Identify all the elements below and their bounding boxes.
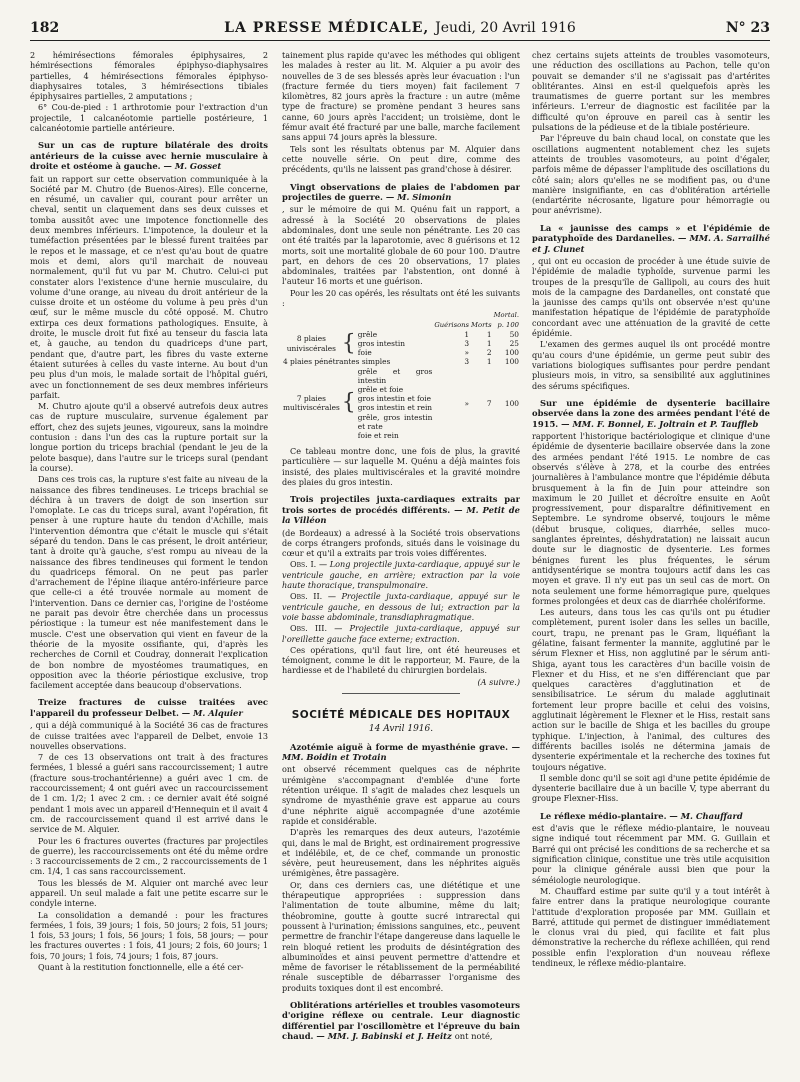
paragraph: Ce tableau montre donc, une fois de plus, la gravité particulière — sur laquelle M. Quénu a déjà maintes fois insisté, des plaies multiviscérales et la gravité moindre des plaies du gros intestin. xyxy=(282,446,520,488)
heading-author: MM. Boidin et Trotain xyxy=(282,752,387,763)
cell-mortal: 100 xyxy=(504,398,519,408)
paragraph: M. Chauffard estime par suite qu'il y a tout intérêt à faire entrer dans la pratique neurologique courante l'attitude d'exploration proposée par MM. Guillain et Barré, attitude qui permet de distinguer immédiatement le clonus vrai du pied, qui facilite et fait plus démonstrative la recherche du réflexe achilléen, qui rend possible enfin l'exploration d'un nouveau réflexe tendineux, le réflexe médio-plantaire. xyxy=(532,885,770,968)
cell-mortal: 100 xyxy=(504,357,519,367)
heading-text: Sur un cas de rupture bilatérale des droits antérieurs de la cuisse avec hernie musculaire à droite et ostéome à gauche. — xyxy=(30,140,268,172)
cell-morts: 1 xyxy=(486,338,492,348)
heading-author: M. Alquier xyxy=(193,707,243,718)
cell-guerisons: 1 xyxy=(464,329,470,339)
paragraph: Ces opérations, qu'il faut lire, ont été heureuses et témoignent, comme le dit le rapporteur, M. Faure, de la hardiesse et de l'habileté du chirurgien bordelais. xyxy=(282,644,520,676)
table-row xyxy=(282,357,520,366)
cell-guerisons: » xyxy=(464,348,470,358)
heading-text: Trois projectiles juxta-cardiaques extraits par trois sortes de procédés différents. — xyxy=(282,494,520,515)
paragraph: , qui ont eu occasion de procéder à une étude suivie de l'épidémie de maladie typhoïde, survenue parmi les troupes de la presqu'île de Gallipoli, au cours des huit mois de la campagne des Dardanelles, ont constaté que la jaunisse des camps qu'ils ont observée n'est qu'une manifestation hépatique de l'épidémie de paratyphoïde concordant avec une atténuation de la gravité de cette épidémie. xyxy=(532,255,770,339)
group-label: 8 plaies univiscérales xyxy=(286,334,336,353)
paragraph: 6° Cou-de-pied : 1 arthrotomie pour l'extraction d'un projectile, 1 calcanéotomie partielle postérieure, 1 calcanéotomie partielle antérieure. xyxy=(30,102,268,134)
paragraph: fait un rapport sur cette observation communiquée à la Société par M. Chutro (de Buenos-Aires). Elle concerne, en résumé, un cavalier qui, courant pour arrêter un cheval, sentit un claquement dans ses deux cuisses et tomba aussitôt avec une impotence fonctionnelle des deux membres inférieurs. L'impotence, la douleur et la tuméfaction présentées par le blessé furent traitées par le repos et le massage, et ce n'est qu'au bout de quatre mois et demi, alors qu'il marchait de nouveau normalement, qu'il fut vu par M. Chutro. Celui-ci put constater alors l'existence d'une hernie musculaire, du volume d'une orange, au niveau du droit antérieur de la cuisse droite et un ostéome du volume à peu près d'un œuf, sur le même muscle du côté opposé. M. Chutro extirpa ces deux formations pathologiques. Ensuite, à droite, le muscle droit fut fixé au tenseur du fascia lata et, à gauche, au tendon du quadriceps d'une part, pendant que, d'autre part, les fibres du vaste externe étaient suturées à celles du vaste interne. Au bout d'un peu plus d'un mois, le malade sortait de l'hôpital guéri, avec un fonctionnement de ses deux membres inférieurs parfait. xyxy=(30,173,268,400)
row-label: 4 plaies pénétrantes simples xyxy=(283,357,391,367)
paragraph: , sur le mémoire de qui M. Quénu fait un rapport, a adressé à la Société 20 observations de plaies abdominales, dont une seule non pénétrante. Les 20 cas ont été traités par la laparotomie, avec 8 guérisons et 12 morts, soit une mortalité globale de 60 pour 100. D'autre part, en dehors de ces 20 observations, 17 plaies abdominales, traitées par l'abstention, ont donné à l'auteur 16 morts et une guérison. xyxy=(282,204,520,287)
article-heading xyxy=(282,1000,520,1042)
group-label: 7 plaies multiviscérales xyxy=(283,394,340,413)
article-heading xyxy=(30,140,268,171)
paragraph: Les auteurs, dans tous les cas qu'ils ont pu étudier complètement, purent isoler dans les selles un bacille, court, trapu, ne prenant pas le Gram, liquéfiant la gélatine, faisant fermenter la mannite, agglutiné par le sérum Flexner et Hiss, non agglutiné par le sérum anti-Shiga, ayant tous les caractères d'un bacille voisin de Flexner et du Hiss, et ne s'en différenciant que par quelques caractères d'agglutination et de sensibilisatrice. Le sérum du malade agglutinait fortement leur propre bacille et celui des voisins, agglutinait légèrement le Flexner et le Hiss, restait sans action sur le bacille de Shiga et les bacilles du groupe typhique. L'injection, à l'animal, des cultures des différents bacilles isolés ne détermina jamais de dysenterie expérimentale et la recherche des toxines fut toujours négative. xyxy=(532,607,770,772)
paragraph: L'examen des germes auquel ils ont procédé montre qu'au cours d'une épidémie, un germe peut subir des variations biologiques suffisantes pour perdre pendant plusieurs mois, in vitro, sa sensibilité aux agglutinines des sérums spécifiques. xyxy=(532,339,770,391)
paragraph: 2 hémirésections fémorales épiphysaires, 2 hémirésections fémorales épiphyso-diaphysaires partielles, 4 hémirésections fémorales épiphyso-diaphysaires totales, 3 hémirésections tibiales épiphysaires partielles, 2 amputations ; xyxy=(30,50,268,102)
article-heading xyxy=(282,742,520,763)
observation-text: — Projectile juxta-cardiaque, appuyé sur l'oreillette gauche face externe; extraction. xyxy=(282,623,520,644)
heading-text: Treize fractures de cuisse traitées avec l'appareil du professeur Delbet. — xyxy=(30,697,268,718)
publication-title xyxy=(30,20,770,36)
observation-label: Obs. I. xyxy=(290,559,317,570)
heading-author: MM. A. Sarrailhé et J. Clunet xyxy=(532,233,770,254)
paragraph: Dans ces trois cas, la rupture s'est faite au niveau de la naissance des fibres tendineuses. Le triceps brachial se déchira à un travers de doigt de son insertion sur l'omoplate. Le cas du triceps sural, avant l'opération, fit penser à une rupture haute du tendon d'Achille, mais l'intervention démontra que c'était le muscle qui s'était séparé du tendon. Dans le cas présent, le droit antérieur, tant à droite qu'à gauche, s'est rompu au niveau de la naissance des fibres tendineuses qui forment le tendon du quadriceps fémoral. On ne peut pas parler d'arrachement de l'épine iliaque antéro-inférieure parce que celle-ci a été trouvée normale au moment de l'intervention. Dans ce dernier cas, l'origine de l'ostéome ne parait pas devoir être cherchée dans un processus périostique : la tumeur est née manifestement dans le muscle. C'est une observation qui vient en faveur de la théorie de la myosite ossifiante, qui, d'après les recherches de Cornil et Coudray, donnerait l'explication de bon nombre de myostéomes traumatiques, en opposition avec la théorie périostique exclusive, trop facilement acceptée dans beaucoup d'observations. xyxy=(30,474,268,691)
article-heading xyxy=(532,223,770,254)
heading-text: Vingt observations de plaies de l'abdomen par projectiles de guerre. — xyxy=(282,181,520,202)
table-header-mortal: Mortal. xyxy=(493,311,519,320)
paragraph: ont observé récemment quelques cas de néphrite urémigène s'accompagnant d'emblée d'une forte rétention uréique. Il s'agit de malades chez lesquels un syndrome de myasthénie grave est apparue au cours d'une néphrite aiguë accompagnée d'une azotémie rapide et considérable. xyxy=(282,764,520,826)
table-row xyxy=(282,330,520,339)
observation-label: Obs. II. xyxy=(290,591,323,602)
brace-glyph: { xyxy=(341,390,356,416)
brace-glyph: { xyxy=(341,330,356,356)
observation-item xyxy=(282,591,520,622)
column-1 xyxy=(30,50,268,1080)
paragraph: La consolidation a demandé : pour les fractures fermées, 1 fois, 39 jours; 1 fois, 50 jours; 2 fois, 51 jours; 1 fois, 53 jours; 1 fois, 56 jours; 1 fois, 58 jours; — pour les fractures ouvertes : 1 fois, 41 jours; 2 fois, 60 jours; 1 fois, 70 jours; 1 fois, 74 jours; 1 fois, 87 jours. xyxy=(30,909,268,961)
table-header-p100: p. 100 xyxy=(497,320,519,329)
heading-author: M. Petit de la Villéon xyxy=(282,504,520,526)
paragraph: (de Bordeaux) a adressé à la Société trois observations de corps étrangers profonds, situés dans le voisinage du cœur et qu'il a extraits par trois voies différentes. xyxy=(282,527,520,559)
issue-number: N° 23 xyxy=(725,20,770,36)
cell-morts: 2 xyxy=(486,348,492,358)
table-header-guerisons: Guérisons xyxy=(434,320,470,329)
observation-item xyxy=(282,623,520,644)
cell-morts: 1 xyxy=(486,329,492,339)
cell-mortal: 25 xyxy=(509,338,519,348)
observation-text: — Projectile juxta-cardiaque, appuyé sur le ventricule gauche, en dessous de lui; extraction par la voie basse abdominale, transdiaphragmatique. xyxy=(282,591,520,622)
cell-morts: 7 xyxy=(486,398,492,408)
paragraph: est d'avis que le réflexe médio-plantaire, le nouveau signe indiqué tout récemment par MM. G. Guillain et Barré qui ont précisé les conditions de sa recherche et sa signification clinique, constitue une très utile acquisition pour la clinique générale aussi bien que pour la séméiologie neurologique. xyxy=(532,823,770,885)
row-label: grêle xyxy=(357,329,378,339)
observation-item xyxy=(282,559,520,590)
article-heading xyxy=(532,811,770,821)
heading-author: M. Chauffard xyxy=(680,810,743,821)
cell-morts: 1 xyxy=(486,357,492,367)
heading-author: MM. J. Babinski et J. Heitz xyxy=(327,1031,452,1042)
heading-author: MM. F. Bonnel, E. Joltrain et P. Tauffleb xyxy=(572,418,759,429)
paragraph: D'après les remarques des deux auteurs, l'azotémie qui, dans le mal de Bright, est ordinairement progressive et indélébile, et, de ce chef, commande un pronostic sévère, peut heureusement, dans les néphrites aiguës urémigènes, être passagère. xyxy=(282,827,520,879)
row-label: gros intestin et foie xyxy=(357,394,431,404)
cell-mortal: 50 xyxy=(509,329,519,339)
heading-text: Oblitérations artérielles et troubles vasomoteurs d'origine réflexe ou centrale. Leur diagnostic différentiel par l'oscillomètre et l'épreuve du bain chaud. — xyxy=(282,999,520,1042)
paragraph: Il semble donc qu'il se soit agi d'une petite épidémie de dysenterie bacillaire due à un bacille V, type aberrant du groupe Flexner-Hiss. xyxy=(532,772,770,804)
paragraph: Tels sont les résultats obtenus par M. Alquier dans cette nouvelle série. On peut dire, comme des précédents, qu'ils ne laissent pas grand'chose à désirer. xyxy=(282,143,520,175)
paragraph: Or, dans ces derniers cas, une diététique et une thérapeutique appropriées : suppression dans l'alimentation de toute albumine, même du lait; théobromine, goutte à goutte sucré intrarectal qui poussent à l'urination; émissions sanguines, etc., peuvent permettre de franchir l'étape dangereuse dans laquelle le rein bloqué retient les produits de désintégration des albuminoïdes et ainsi peuvent permettre d'attendre et même de favoriser le rétablissement de la perméabilité rénale susceptible de débarrasser l'organisme des produits toxiques dont il est encombré. xyxy=(282,879,520,993)
session-date: 14 Avril 1916. xyxy=(368,724,434,735)
publication-date: Jeudi, 20 Avril 1916 xyxy=(435,20,576,36)
to-be-continued: (A suivre.) xyxy=(477,676,520,687)
heading-text: Azotémie aiguë à forme de myasthénie grave. — xyxy=(290,741,520,752)
paragraph: Pour les 6 fractures ouvertes (fractures par projectiles de guerre), les raccourcissements ont été du même ordre : 3 raccourcissements de 2 cm., 2 raccourcissements de 1 cm. 1/4, 1 cas sans raccourcissement. xyxy=(30,835,268,877)
row-label: foie xyxy=(357,348,372,358)
divider xyxy=(342,693,460,694)
results-table xyxy=(282,311,520,440)
column-2 xyxy=(282,50,520,1080)
heading-tail: ont noté, xyxy=(454,1031,493,1042)
paragraph: chez certains sujets atteints de troubles vasomoteurs, une réduction des oscillations au Pachon, telle qu'on pouvait se demander s'il ne s'agissait pas d'artérites oblitérantes. Ainsi en est-il quelquefois après les traumatismes de guerre portant sur les membres inférieurs. L'erreur de diagnostic est facilitée par la difficulté qu'on éprouve en pareil cas à sentir les pulsations de la pédieuse et de la tibiale postérieure. xyxy=(532,50,770,133)
row-label: gros intestin xyxy=(357,338,405,348)
table-header-morts: Morts xyxy=(471,320,492,329)
heading-author: M. Gosset xyxy=(174,161,222,172)
society-heading: SOCIÉTÉ MÉDICALE DES HOPITAUX xyxy=(291,709,511,722)
row-label: grêle et gros intestin xyxy=(357,366,433,385)
cell-guerisons: 3 xyxy=(464,357,470,367)
heading-text: La « jaunisse des camps » et l'épidémie de paratyphoïde des Dardanelles. — xyxy=(532,222,770,244)
paragraph: Quant à la restitution fonctionnelle, elle a été cer- xyxy=(38,962,244,973)
paragraph: Tous les blessés de M. Alquier ont marché avec leur appareil. Un seul malade a fait une petite escarre sur le condyle interne. xyxy=(30,877,268,909)
cell-guerisons: 3 xyxy=(464,338,470,348)
row-label: gros intestin et rein xyxy=(357,403,433,413)
page-number: 182 xyxy=(30,20,60,36)
heading-text: Sur une épidémie de dysenterie bacillaire observée dans la zone des armées pendant l'été de 1915. — xyxy=(532,397,770,429)
row-label: grêle, gros intestin et rate xyxy=(357,412,433,431)
article-heading xyxy=(30,697,268,718)
paragraph: tainement plus rapide qu'avec les méthodes qui obligent les malades à rester au lit. M. Alquier a pu avoir des nouvelles de 3 de ses blessés après leur évacuation : l'un (fracture fermée du tiers moyen) fait facilement 7 kilomètres, 82 jours après la fracture : un autre (même type de fracture) se promène pendant 3 heures sans canne, 60 jours après l'accident; un troisième, dont le fémur avait été fracturé par une balle, marche facilement sans appui 74 jours après la blessure. xyxy=(282,50,520,143)
paragraph: , qui a déjà communiqué à la Société 36 cas de fractures de cuisse traitées avec l'appareil de Delbet, envoie 13 nouvelles observations. xyxy=(30,720,268,751)
row-label: grêle et foie xyxy=(357,384,404,394)
observation-text: — Long projectile juxta-cardiaque, appuyé sur le ventricule gauche, en arrière; extraction par la voie haute thoracique, transpulmonaire. xyxy=(282,559,520,591)
column-3 xyxy=(532,50,770,1080)
paragraph: rapportent l'historique bactériologique et clinique d'une épidémie de dysenterie bacillaire observée dans la zone des armées pendant l'été 1915. Le nombre de cas observés s'élève à 278, et la courbe des entrées journalières à l'ambulance montre que l'épidémie débuta brusquement à la fin de Juin pour atteindre son maximum le 20 Juillet et décroître ensuite en Août progressivement, pour disparaître définitivement en Septembre. Le syndrome observé, toujours le même (début brusque, coliques, diarrhée, selles muco-sanglantes épreintes, déshydratation) ne laissait aucun doute sur le diagnostic de dysenterie. Les formes bénignes furent les plus fréquentes, le sérum antidysentérique se montra toujours actif dans les cas moyen et grave. Il n'y eut pas un seul cas de mort. On nota seulement une forme hémorragique pure, quelques formes prolongées et deux cas de diarrhée cholériforme. xyxy=(532,431,770,606)
publication-name: LA PRESSE MÉDICALE, xyxy=(224,20,430,36)
cell-guerisons: » xyxy=(464,398,470,408)
observation-label: Obs. III. xyxy=(290,623,328,634)
table-row xyxy=(282,367,520,385)
article-heading xyxy=(282,182,520,203)
cell-mortal: 100 xyxy=(504,348,519,358)
article-heading xyxy=(282,494,520,525)
paragraph: Par l'épreuve du bain chaud local, on constate que les oscillations augmentent notablement chez les sujets atteints de troubles vasomoteurs, au point d'égaler, parfois même de dépasser l'amplitude des oscillations du côté sain; alors qu'elles ne se modifient pas, ou d'une manière insignifiante, en cas d'oblitération artérielle (endartérite nécrosante, ligature pour hémorragie ou pour anévrisme). xyxy=(532,133,770,216)
article-heading xyxy=(532,398,770,429)
row-label: foie et rein xyxy=(357,430,399,440)
heading-author: M. Simonin xyxy=(397,191,452,202)
page-header xyxy=(30,20,770,41)
paragraph: Pour les 20 cas opérés, les résultats ont été les suivants : xyxy=(282,287,520,309)
heading-text: Le réflexe médio-plantaire. — xyxy=(540,810,678,821)
paragraph: 7 de ces 13 observations ont trait à des fractures fermées, 1 blessé a guéri sans raccourcissement; 1 autre (fracture sous-trochantérienne) a guéri avec 1 cm. de raccourcissement; 4 ont guéri avec un raccourcissement de 1 cm. 1/2; 1 avec 2 cm. : ce dernier avait été soigné pendant 1 mois avec un appareil d'Hennequin et il avait 4 cm. de raccourcissement quand il est arrivé dans le service de M. Alquier. xyxy=(30,752,268,835)
table-header-row xyxy=(282,321,520,330)
table-header-row xyxy=(282,311,520,320)
paragraph: M. Chutro ajoute qu'il a observé autrefois deux autres cas de rupture musculaire, survenue également par effort, chez des sujets jeunes, vigoureux, sans la moindre contusion : dans l'un des cas la rupture portait sur la longue portion du triceps brachial (pendant le jeu de la pelote basque), dans l'autre sur le triceps sural (pendant la course). xyxy=(30,401,268,473)
